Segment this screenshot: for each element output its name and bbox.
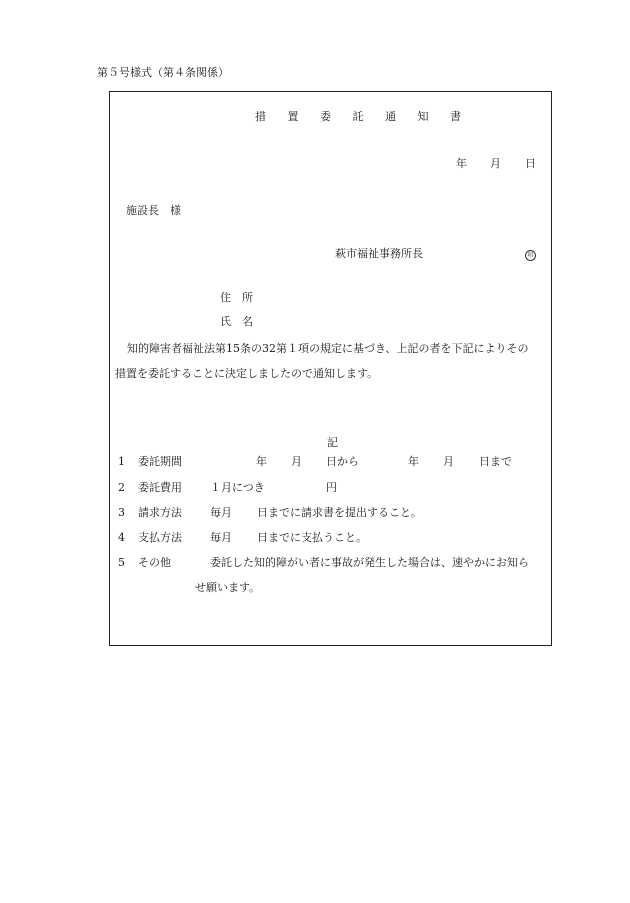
- billing-text: 日までに請求書を提出すること。: [257, 506, 422, 519]
- item-label-other: その他: [138, 556, 171, 569]
- addressee: 施設長 様: [126, 204, 181, 217]
- ki-heading: 記: [327, 436, 338, 449]
- item-number: 2: [118, 481, 125, 494]
- item-number: 3: [118, 506, 125, 519]
- sender-name: 萩市福祉事務所長: [335, 247, 423, 260]
- item-label-payment: 支払方法: [138, 531, 182, 544]
- billing-prefix: 毎月: [210, 506, 232, 519]
- item-number: 4: [118, 531, 125, 544]
- item-label-billing: 請求方法: [138, 506, 182, 519]
- item-number: 1: [118, 455, 125, 468]
- form-number: 第５号様式（第４条関係）: [97, 66, 229, 79]
- period-end-month: 月: [443, 455, 454, 468]
- period-end-year: 年: [408, 455, 419, 468]
- name-label: 氏 名: [220, 315, 253, 328]
- other-line-1: 委託した知的障がい者に事故が発生した場合は、速やかにお知ら: [210, 556, 529, 569]
- item-label-cost: 委託費用: [138, 481, 182, 494]
- cost-unit: 円: [326, 481, 337, 494]
- date-day: 日: [525, 157, 536, 170]
- period-start-day: 日から: [326, 455, 359, 468]
- address-label: 住 所: [220, 291, 253, 304]
- payment-prefix: 毎月: [210, 531, 232, 544]
- item-number: 5: [118, 556, 125, 569]
- period-end-day: 日まで: [479, 455, 512, 468]
- document-title: 措 置 委 託 通 知 書: [255, 110, 470, 123]
- body-line-1: 知的障害者福祉法第15条の32第１項の規定に基づき、上記の者を下記によりその: [127, 342, 529, 355]
- seal-icon: 印: [525, 250, 536, 261]
- date-month: 月: [490, 157, 501, 170]
- date-year: 年: [456, 157, 467, 170]
- other-line-2: せ願います。: [195, 581, 261, 594]
- item-label-period: 委託期間: [138, 455, 182, 468]
- payment-text: 日までに支払うこと。: [257, 531, 367, 544]
- cost-text: １月につき: [210, 481, 265, 494]
- period-start-month: 月: [291, 455, 302, 468]
- period-start-year: 年: [256, 455, 267, 468]
- body-line-2: 措置を委託することに決定しましたので通知します。: [115, 367, 379, 380]
- seal-mark: [525, 248, 536, 261]
